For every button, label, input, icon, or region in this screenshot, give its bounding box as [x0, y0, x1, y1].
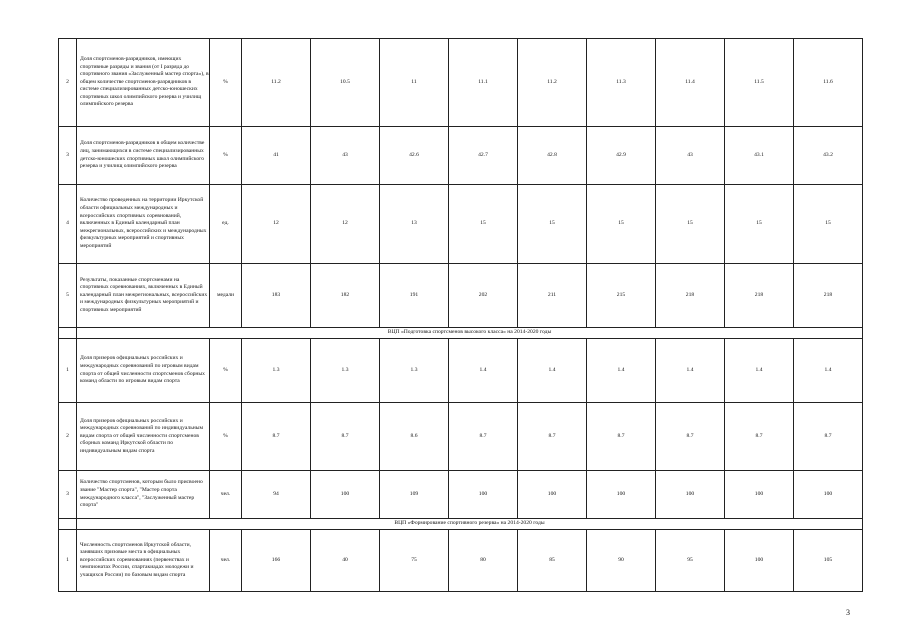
table-row [59, 403, 863, 471]
value-cell: 41 [242, 127, 311, 185]
unit-cell: % [210, 339, 242, 403]
value-cell: 100 [587, 471, 656, 519]
value-cell: 15 [725, 185, 794, 264]
value-cell: 211 [518, 264, 587, 328]
value-cell: 100 [449, 471, 518, 519]
value-cell: 8.6 [380, 403, 449, 471]
value-cell: 10.5 [311, 39, 380, 127]
value-cell: 15 [587, 185, 656, 264]
value-cell: 80 [449, 530, 518, 592]
value-cell: 8.7 [242, 403, 311, 471]
section-title: ВЦП «Подготовка спортсменов высокого класса» на 2014-2020 годы [77, 328, 863, 339]
value-cell: 42.6 [380, 127, 449, 185]
row-number: 2 [59, 403, 77, 471]
table-row [59, 530, 863, 592]
value-cell: 8.7 [656, 403, 725, 471]
indicator-name: Доля призеров официальных российских и международных соревнований по индивидуальным видам спорта от общей численности спортсменов сборных команд Иркутской области по индивидуальным видам спорта [77, 403, 210, 471]
value-cell: 40 [311, 530, 380, 592]
unit-cell: чел. [210, 530, 242, 592]
value-cell: 12 [242, 185, 311, 264]
value-cell: 202 [449, 264, 518, 328]
value-cell: 75 [380, 530, 449, 592]
value-cell: 43.2 [794, 127, 863, 185]
table-row [59, 127, 863, 185]
value-cell: 100 [794, 471, 863, 519]
value-cell: 43 [311, 127, 380, 185]
value-cell: 15 [656, 185, 725, 264]
value-cell: 183 [242, 264, 311, 328]
value-cell: 1.3 [242, 339, 311, 403]
indicator-name: Численность спортсменов Иркутской области, занявших призовые места в официальных всероссийских соревнованиях (первенствах и чемпионатах России, спартакиадах молодежи и учащихся России) по базовым видам спорта [77, 530, 210, 592]
value-cell: 11.2 [518, 39, 587, 127]
value-cell: 11.4 [656, 39, 725, 127]
value-cell: 11.5 [725, 39, 794, 127]
value-cell: 215 [587, 264, 656, 328]
section-header-row [59, 519, 863, 530]
unit-cell: % [210, 403, 242, 471]
value-cell: 100 [725, 530, 794, 592]
indicator-name: Доля призеров официальных российских и международных соревнований по игровым видам спорта от общей численности спортсменов сборных команд области по игровым видам спорта [77, 339, 210, 403]
table-row [59, 185, 863, 264]
indicator-name: Количество спортсменов, которым было присвоено звание "Мастер спорта", "Мастер спорта международного класса", "Заслуженный мастер спорта" [77, 471, 210, 519]
value-cell: 11.6 [794, 39, 863, 127]
value-cell: 100 [518, 471, 587, 519]
value-cell: 8.7 [794, 403, 863, 471]
indicators-table [58, 38, 863, 592]
page-number: 3 [846, 608, 850, 617]
value-cell: 42.9 [587, 127, 656, 185]
value-cell: 100 [311, 471, 380, 519]
indicator-name: Доля спортсменов-разрядников, имеющих спортивные разряды и звания (от I разряда до спортивного звания «Заслуженный мастер спорта»), в общем количестве спортсменов-разрядников в системе специализированных детско-юношеских спортивных школ олимпийского резерва и училищ олимпийского резерва [77, 39, 210, 127]
value-cell: 182 [311, 264, 380, 328]
value-cell: 8.7 [518, 403, 587, 471]
table-row [59, 39, 863, 127]
indicator-name: Результаты, показанные спортсменами на спортивных соревнованиях, включенных в Единый календарный план межрегиональных, всероссийских и международных физкультурных мероприятий и спортивных мероприятий [77, 264, 210, 328]
row-number: 3 [59, 471, 77, 519]
indicator-name: Количество проведенных на территории Иркутской области официальных международных и всероссийских спортивных соревнований, включенных в Единый календарный план межрегиональных, всероссийских и международных физкультурных мероприятий и спортивных мероприятий [77, 185, 210, 264]
unit-cell: % [210, 127, 242, 185]
value-cell: 8.7 [725, 403, 794, 471]
unit-cell: медали [210, 264, 242, 328]
value-cell: 100 [656, 471, 725, 519]
value-cell: 105 [794, 530, 863, 592]
unit-cell: % [210, 39, 242, 127]
value-cell: 43.1 [725, 127, 794, 185]
value-cell: 11 [380, 39, 449, 127]
value-cell: 191 [380, 264, 449, 328]
value-cell: 8.7 [449, 403, 518, 471]
value-cell: 1.3 [311, 339, 380, 403]
value-cell: 94 [242, 471, 311, 519]
indicator-name: Доля спортсменов-разрядников в общем количестве лиц, занимающихся в системе специализированных детско-юношеских спортивных школ олимпийского резерва и училищ олимпийского резерва [77, 127, 210, 185]
value-cell: 13 [380, 185, 449, 264]
row-number: 3 [59, 127, 77, 185]
unit-cell: ед. [210, 185, 242, 264]
value-cell: 90 [587, 530, 656, 592]
value-cell: 15 [794, 185, 863, 264]
table-row [59, 264, 863, 328]
value-cell: 11.3 [587, 39, 656, 127]
value-cell: 109 [380, 471, 449, 519]
value-cell: 8.7 [311, 403, 380, 471]
value-cell: 1.4 [656, 339, 725, 403]
value-cell: 1.4 [725, 339, 794, 403]
value-cell: 95 [656, 530, 725, 592]
row-number: 4 [59, 185, 77, 264]
value-cell: 1.4 [794, 339, 863, 403]
value-cell: 1.4 [518, 339, 587, 403]
value-cell: 218 [656, 264, 725, 328]
value-cell: 8.7 [587, 403, 656, 471]
value-cell: 15 [449, 185, 518, 264]
value-cell: 1.3 [380, 339, 449, 403]
value-cell: 85 [518, 530, 587, 592]
section-title: ВЦП «Формирование спортивного резерва» на 2014-2020 годы [77, 519, 863, 530]
value-cell: 100 [725, 471, 794, 519]
value-cell: 42.8 [518, 127, 587, 185]
value-cell: 218 [794, 264, 863, 328]
row-number: 1 [59, 530, 77, 592]
value-cell: 42.7 [449, 127, 518, 185]
unit-cell: чел. [210, 471, 242, 519]
value-cell: 11.2 [242, 39, 311, 127]
value-cell: 218 [725, 264, 794, 328]
value-cell: 12 [311, 185, 380, 264]
value-cell: 43 [656, 127, 725, 185]
table-row [59, 339, 863, 403]
section-header-row [59, 328, 863, 339]
value-cell: 15 [518, 185, 587, 264]
value-cell: 1.4 [449, 339, 518, 403]
value-cell: 166 [242, 530, 311, 592]
row-number: 2 [59, 39, 77, 127]
value-cell: 11.1 [449, 39, 518, 127]
value-cell: 1.4 [587, 339, 656, 403]
row-number: 1 [59, 339, 77, 403]
row-number: 5 [59, 264, 77, 328]
table-row [59, 471, 863, 519]
